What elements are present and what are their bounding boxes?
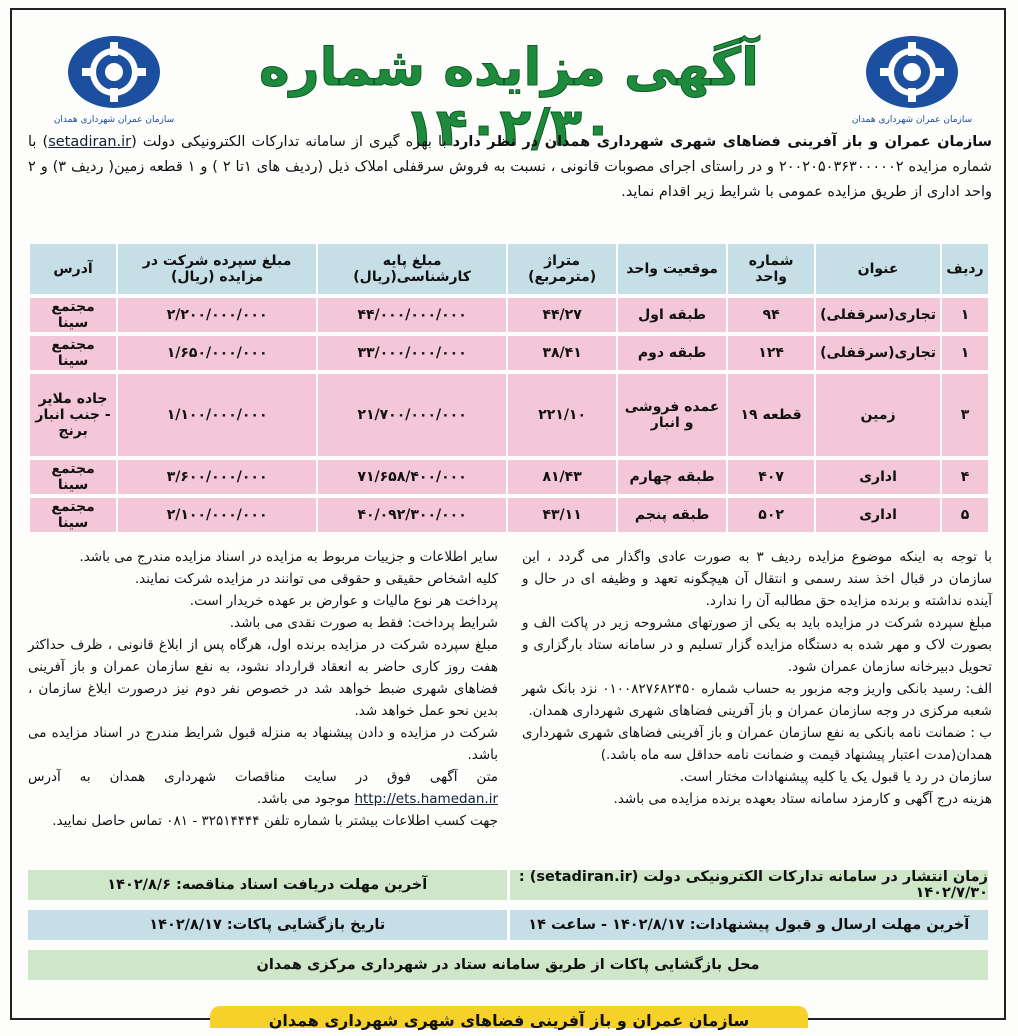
cell-location: طبقه چهارم	[616, 460, 726, 494]
condition-text: کلیه اشخاص حقیقی و حقوقی می توانند در مزایده شرکت نمایند.	[134, 571, 498, 587]
setad-link[interactable]: setadiran.ir	[48, 134, 132, 150]
page-title: آگهی مزایده شماره ۱۴۰۲/۳۰	[259, 38, 759, 158]
col-header-address: آدرس	[28, 244, 116, 294]
cell-area: ۲۲۱/۱۰	[506, 374, 616, 456]
cell-area: ۴۴/۲۷	[506, 298, 616, 332]
condition-text: موجود می باشد.	[256, 791, 355, 807]
cell-base-price: ۲۱/۷۰۰/۰۰۰/۰۰۰	[316, 374, 506, 456]
cell-address: مجتمع سینا	[28, 498, 116, 532]
col-header-unit-number: شماره واحد	[726, 244, 814, 294]
condition-text: با توجه به اینکه موضوع مزایده ردیف ۳ به صورت عادی واگذار می گردد ، این سازمان در قبال اخذ سند رسمی و انتقال آن هیچگونه تعهد و وظیفه ای در حال و آینده نداشته و برنده مزایده حق مطالبه آن را ندارد.	[522, 549, 992, 609]
cell-address: جاده ملایر - جنب انبار برنج	[28, 374, 116, 456]
cell-row-number: ۵	[940, 498, 988, 532]
condition-text: مبلغ سپرده شرکت در مزایده باید به یکی از صورتهای مشروحه زیر در پاکت الف و بصورت لاک و مهر شده به دستگاه مزایده گزار تسلیم و در سامانه ستاد بارگزاری و تحویل دبیرخانه سازمان عمران شود.	[522, 615, 992, 675]
condition-text: پرداخت هر نوع مالیات و عوارض بر عهده خریدار است.	[189, 593, 498, 609]
condition-text: الف: رسید بانکی واریز وجه مزبور به حساب شماره ۰۱۰۰۸۲۷۶۸۲۴۵۰ نزد بانک شهر شعبه مرکزی در وجه سازمان عمران و باز آفرینی فضاهای شهری شهرداری همدان.	[522, 681, 993, 719]
col-header-title: عنوان	[814, 244, 940, 294]
col-header-location: موقعیت واحد	[616, 244, 726, 294]
cell-area: ۳۸/۴۱	[506, 336, 616, 370]
condition-text: ب : ضمانت نامه بانکی به نفع سازمان عمران و باز آفرینی فضاهای شهری شهرداری همدان(مدت اعتبار پیشنهاد قیمت و ضمانت نامه حداقل سه ماه باشد.)	[522, 725, 992, 763]
cell-title: اداری	[814, 498, 940, 532]
cell-deposit: ۱/۶۵۰/۰۰۰/۰۰۰	[116, 336, 316, 370]
logo-caption: سازمان عمران شهرداری همدان	[851, 115, 973, 125]
cell-unit-number: ۹۴	[726, 298, 814, 332]
submission-deadline: آخرین مهلت ارسال و قبول پیشنهادات: ۱۴۰۲/۸/۱۷ - ساعت ۱۴	[510, 910, 989, 940]
cell-title: تجاری(سرقفلی)	[814, 336, 940, 370]
cell-address: مجتمع سینا	[28, 460, 116, 494]
publish-date: زمان انتشار در سامانه تدارکات الکترونیکی دولت (setadiran.ir) : ۱۴۰۲/۷/۳۰	[510, 870, 989, 900]
dates-row-3	[28, 950, 988, 980]
cell-base-price: ۳۳/۰۰۰/۰۰۰/۰۰۰	[316, 336, 506, 370]
organization-logo-icon	[53, 32, 175, 128]
contact-phone-text: جهت کسب اطلاعات بیشتر با شماره تلفن ۳۲۵۱۴۴۴۴ - ۰۸۱ تماس حاصل نمایید.	[52, 813, 498, 829]
cell-base-price: ۴۴/۰۰۰/۰۰۰/۰۰۰	[316, 298, 506, 332]
table-row	[28, 298, 988, 332]
opening-date: تاریخ بازگشایی پاکات: ۱۴۰۲/۸/۱۷	[28, 910, 510, 940]
cell-deposit: ۲/۲۰۰/۰۰۰/۰۰۰	[116, 298, 316, 332]
col-header-row-number: ردیف	[940, 244, 988, 294]
intro-text-2: ) با شماره مزایده ۲۰۰۲۰۵۰۳۶۳۰۰۰۰۰۲ و در راستای اجرای مصوبات قانونی ، نسبت به فروش سرقفلی املاک ذیل (ردیف های ۱تا ۲ ) و ۱ قطعه زمین( ردیف ۳) و ۲ واحد اداری از طریق مزایده عمومی با شرایط زیر اقدام نماید.	[28, 134, 992, 200]
conditions-left-column	[28, 546, 498, 832]
condition-text: متن آگهی فوق در سایت مناقصات شهرداری همدان به آدرس	[28, 769, 498, 785]
cell-title: تجاری(سرقفلی)	[814, 298, 940, 332]
condition-text: هزینه درج آگهی و کارمزد سامانه ستاد بعهده برنده مزایده می باشد.	[613, 791, 992, 807]
intro-text-1: با بهره گیری از سامانه تدارکات الکترونیکی دولت (	[131, 134, 453, 150]
cell-deposit: ۳/۶۰۰/۰۰۰/۰۰۰	[116, 460, 316, 494]
cell-base-price: ۷۱/۶۵۸/۴۰۰/۰۰۰	[316, 460, 506, 494]
col-header-area: متراژ (مترمربع)	[506, 244, 616, 294]
conditions-right-column	[522, 546, 992, 810]
cell-address: مجتمع سینا	[28, 298, 116, 332]
ets-link[interactable]: http://ets.hamedan.ir	[354, 791, 498, 807]
intro-org: سازمان عمران و باز آفرینی فضاهای شهری شهرداری همدان در نظر دارد	[452, 134, 992, 150]
table-row	[28, 460, 988, 494]
cell-unit-number: ۱۲۴	[726, 336, 814, 370]
cell-location: عمده فروشی و انبار	[616, 374, 726, 456]
condition-text	[28, 766, 498, 810]
dates-row-2	[28, 910, 988, 940]
cell-row-number: ۴	[940, 460, 988, 494]
cell-area: ۸۱/۴۳	[506, 460, 616, 494]
condition-text: شرایط پرداخت: فقط به صورت نقدی می باشد.	[229, 615, 498, 631]
cell-address: مجتمع سینا	[28, 336, 116, 370]
cell-title: زمین	[814, 374, 940, 456]
cell-title: اداری	[814, 460, 940, 494]
cell-unit-number: ۴۰۷	[726, 460, 814, 494]
cell-area: ۴۳/۱۱	[506, 498, 616, 532]
condition-text: سایر اطلاعات و جزییات مربوط به مزایده در اسناد مزایده مندرج می باشد.	[79, 549, 498, 565]
logo-caption: سازمان عمران شهرداری همدان	[53, 115, 175, 125]
organization-logo-icon	[851, 32, 973, 128]
cell-location: طبقه دوم	[616, 336, 726, 370]
col-header-deposit: مبلغ سپرده شرکت در مزایده (ریال)	[116, 244, 316, 294]
cell-deposit: ۲/۱۰۰/۰۰۰/۰۰۰	[116, 498, 316, 532]
cell-row-number: ۳	[940, 374, 988, 456]
intro-paragraph	[28, 130, 992, 205]
table-row	[28, 498, 988, 532]
document-deadline: آخرین مهلت دریافت اسناد مناقصه: ۱۴۰۲/۸/۶	[28, 870, 510, 900]
col-header-base-price: مبلغ پایه کارشناسی(ریال)	[316, 244, 506, 294]
cell-unit-number: قطعه ۱۹	[726, 374, 814, 456]
cell-location: طبقه پنجم	[616, 498, 726, 532]
table-row	[28, 336, 988, 370]
auction-table	[28, 240, 988, 536]
cell-deposit: ۱/۱۰۰/۰۰۰/۰۰۰	[116, 374, 316, 456]
conditions-section	[28, 546, 992, 841]
cell-base-price: ۴۰/۰۹۲/۳۰۰/۰۰۰	[316, 498, 506, 532]
footer-organization-bar: سازمان عمران و باز آفرینی فضاهای شهری شهرداری همدان	[210, 1006, 808, 1028]
condition-text: مبلغ سپرده شرکت در مزایده برنده اول، هرگاه پس از ابلاغ قانونی ، ظرف حداکثر هفت روز کاری حاضر به انعقاد قرارداد نشود، به نفع سازمان عمران و باز آفرینی فضاهای شهری ضبط خواهد شد در خصوص نفر دوم نیز درصورت ابلاغ سازمان ، بدین نحو عمل خواهد شد.	[28, 637, 498, 719]
cell-row-number: ۱	[940, 336, 988, 370]
table-header-row	[28, 244, 988, 294]
cell-row-number: ۱	[940, 298, 988, 332]
dates-row-1	[28, 870, 988, 900]
condition-text: شرکت در مزایده و دادن پیشنهاد به منزله قبول شرایط مندرج در اسناد مزایده می باشد.	[28, 725, 498, 763]
cell-location: طبقه اول	[616, 298, 726, 332]
table-row	[28, 374, 988, 456]
condition-text: سازمان در رد یا قبول یک یا کلیه پیشنهادات مختار است.	[679, 769, 992, 785]
cell-unit-number: ۵۰۲	[726, 498, 814, 532]
opening-place: محل بازگشایی پاکات از طریق سامانه ستاد در شهرداری مرکزی همدان	[28, 950, 988, 980]
